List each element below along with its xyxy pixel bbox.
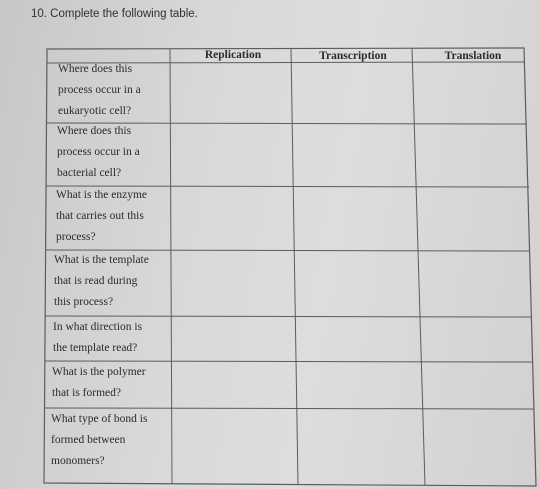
question-line: Where does this bbox=[58, 63, 133, 75]
question-line: that is read during bbox=[54, 275, 138, 287]
question-line: What is the enzyme bbox=[56, 189, 148, 201]
question-line: What is the template bbox=[54, 254, 149, 266]
question-line: process occur in a bbox=[57, 146, 140, 158]
question-line: that is formed? bbox=[52, 387, 121, 399]
row-question-6 bbox=[52, 362, 146, 404]
row-question-4 bbox=[54, 250, 149, 313]
col-line-3 bbox=[412, 48, 425, 485]
question-line: In what direction is bbox=[53, 321, 143, 333]
row-question-7 bbox=[51, 409, 147, 472]
question-line: bacterial cell? bbox=[57, 167, 122, 179]
column-header-transcription: Transcription bbox=[319, 50, 387, 62]
col-line-2 bbox=[291, 49, 298, 484]
question-line: eukaryotic cell? bbox=[58, 105, 132, 117]
question-line: formed between bbox=[51, 434, 126, 446]
column-header-translation: Translation bbox=[444, 50, 502, 62]
question-line: process? bbox=[56, 231, 96, 243]
row-question-1 bbox=[58, 59, 141, 122]
col-line-1 bbox=[170, 49, 172, 484]
row-question-5 bbox=[53, 317, 142, 359]
row-question-2 bbox=[57, 121, 140, 184]
question-line: the template read? bbox=[53, 342, 138, 354]
question-title: 10. Complete the following table. bbox=[31, 8, 198, 20]
question-line: What type of bond is bbox=[51, 413, 148, 425]
question-line: this process? bbox=[54, 296, 114, 308]
question-line: Where does this bbox=[57, 125, 132, 137]
question-line: that carries out this bbox=[56, 210, 144, 222]
column-header-replication: Replication bbox=[204, 49, 262, 61]
row-question-3 bbox=[56, 185, 147, 248]
question-line: monomers? bbox=[51, 455, 105, 467]
question-line: What is the polymer bbox=[52, 366, 146, 378]
question-line: process occur in a bbox=[58, 84, 141, 96]
